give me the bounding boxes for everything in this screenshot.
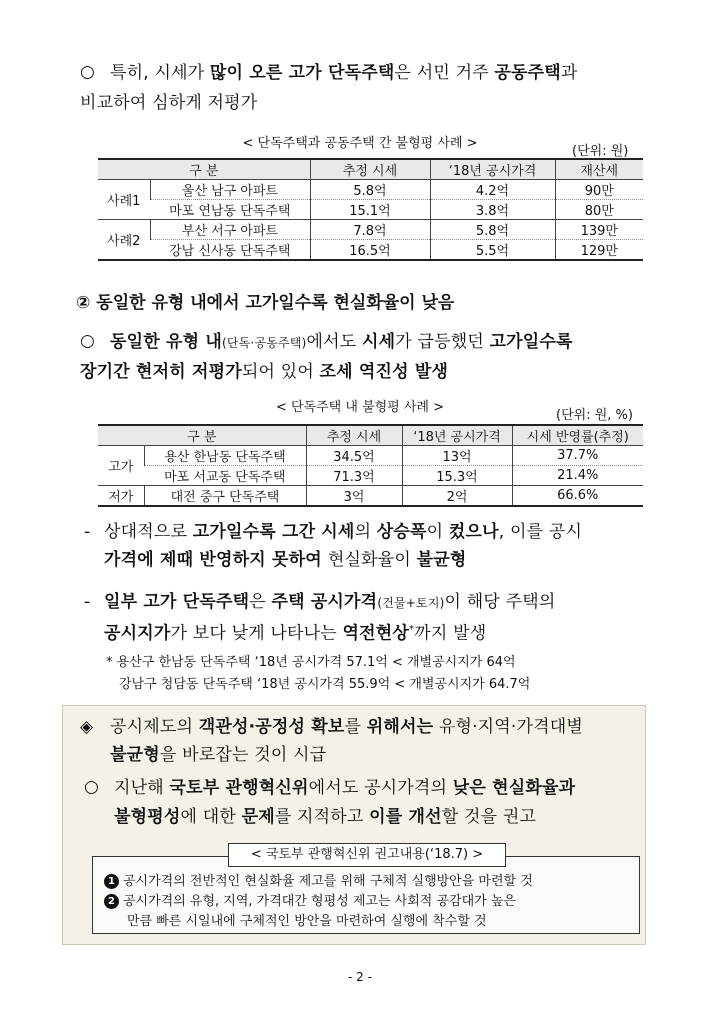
table-cell: 마포 서교동 단독주택: [144, 466, 306, 486]
table2-header-cell: 구 분: [98, 425, 306, 446]
table-cell: 5.8억: [310, 180, 430, 200]
dash2-line2: 공시지가가 보다 낮게 나타나는 역전현상*까지 발생: [104, 623, 487, 644]
table-cell: 129만: [555, 240, 643, 261]
table1-caption: < 단독주택과 공동주택 간 불형평 사례 >: [242, 136, 478, 151]
table-cell: 4.2억: [430, 180, 555, 200]
dash2-line1: 일부 고가 단독주택은 주택 공시가격(건물+토지)이 해당 주택의: [104, 592, 556, 612]
table1: [98, 158, 643, 261]
table2-caption: < 단독주택 내 불형평 사례 >: [275, 400, 445, 415]
table-cell: 15.3억: [402, 466, 512, 486]
table1-group-label: 사례1: [98, 180, 150, 220]
page-number: - 2 -: [348, 970, 372, 984]
table-row: [98, 466, 643, 486]
box-bullet-line2: 불형평성에 대한 문제를 지적하고 이를 개선할 것을 권고: [114, 807, 537, 827]
recommendation-title: < 국토부 관행혁신위 권고내용(‘18.7) >: [228, 843, 506, 867]
table-cell: 5.8억: [430, 220, 555, 240]
table2-header-cell: 추정 시세: [306, 425, 402, 446]
diamond-icon: ◈: [80, 717, 94, 737]
table-cell: 3억: [306, 486, 402, 507]
dash1-line2: 가격에 제때 반영하지 못하여 현실화율이 불균형: [104, 550, 467, 570]
section2-heading: ② 동일한 유형 내에서 고가일수록 현실화율이 낮음: [76, 293, 455, 313]
circle-bullet-icon: ○: [80, 331, 95, 351]
footnote: [106, 652, 530, 696]
table-cell: 80만: [555, 200, 643, 220]
table-cell: 7.8억: [310, 220, 430, 240]
table-cell: 15.1억: [310, 200, 430, 220]
table2-group-label: 저가: [108, 490, 134, 505]
table2-header-cell: 시세 반영률(추정): [512, 425, 643, 446]
table1-unit: (단위: 원): [572, 144, 629, 159]
table1-group-label: 사례2: [98, 220, 150, 261]
circle-bullet-icon: ○: [84, 777, 99, 797]
recommendation-item-2-cont: 만큼 빠른 시일내에 구체적인 방안을 마련하여 실행에 착수할 것: [127, 914, 487, 929]
table-row: [98, 180, 643, 200]
table-row: [98, 486, 643, 507]
number-one-icon: 1: [104, 874, 119, 889]
table-cell: 마포 연남동 단독주택: [150, 200, 310, 220]
table1-header-cell: 구 분: [98, 159, 310, 180]
box-bullet-line1: 지난해 국토부 관행혁신위에서도 공시가격의 낮은 현실화율과: [114, 778, 576, 798]
table-cell: 강남 신사동 단독주택: [169, 244, 291, 259]
table2: [98, 424, 643, 507]
table2-unit: (단위: 원, %): [556, 408, 633, 423]
table2-group-label: 고가: [98, 446, 144, 486]
table-row: [98, 200, 643, 220]
table1-header-cell: 재산세: [555, 159, 643, 180]
table-cell: 대전 중구 단독주택: [144, 486, 306, 507]
recommendation-list: [104, 872, 634, 932]
table-cell: 2억: [402, 486, 512, 507]
table1-header-cell: 추정 시세: [310, 159, 430, 180]
table-row: [98, 446, 643, 466]
section1-line2: 비교하여 심하게 저평가: [80, 93, 258, 113]
section1-line1: 특히, 시세가 많이 오른 고가 단독주택은 서민 거주 공동주택과: [110, 63, 578, 83]
dash-marker: -: [84, 522, 91, 542]
dash1-line1: 상대적으로 고가일수록 그간 시세의 상승폭이 컸으나, 이를 공시: [104, 522, 583, 542]
table-cell: 34.5억: [306, 446, 402, 466]
section3-line2: 장기간 현저히 저평가되어 있어 조세 역진성 발생: [80, 362, 449, 382]
table-cell: 37.7%: [512, 446, 643, 466]
table2-header-row: [98, 425, 643, 446]
table-cell: 90만: [555, 180, 643, 200]
table2-header-cell: ‘18년 공시가격: [402, 425, 512, 446]
section3-line1: 동일한 유형 내(단독·공동주택)에서도 시세가 급등했던 고가일수록: [110, 332, 573, 352]
table-cell: 5.5억: [430, 240, 555, 261]
table-cell: 16.5억: [310, 240, 430, 261]
table-cell: 21.4%: [512, 466, 643, 486]
footnote-line2: 강남구 청담동 단독주택 ‘18년 공시가격 55.9억 < 개별공시지가 64.7억: [119, 677, 531, 692]
box-line2: 불균형을 바로잡는 것이 시급: [110, 745, 327, 765]
table-cell: 139만: [555, 220, 643, 240]
footnote-line1: * 용산구 한남동 단독주택 ‘18년 공시가격 57.1억 < 개별공시지가 64억: [106, 655, 516, 670]
table1-header-row: [98, 159, 643, 180]
circle-bullet-icon: ○: [80, 62, 95, 82]
table-cell: 부산 서구 아파트: [150, 220, 310, 240]
table-cell: 울산 남구 아파트: [150, 180, 310, 200]
number-two-icon: 2: [104, 894, 119, 909]
dash-marker: -: [84, 592, 91, 612]
table-row: [98, 220, 643, 240]
recommendation-item-2: 2 공시가격의 유형, 지역, 가격대간 형평성 제고는 사회적 공감대가 높은: [104, 892, 634, 912]
table-cell: 3.8억: [430, 200, 555, 220]
table-cell: 13억: [402, 446, 512, 466]
table-row: [98, 240, 643, 261]
box-line1: 공시제도의 객관성·공정성 확보를 위해서는 유형·지역·가격대별: [110, 717, 584, 737]
table-cell: 66.6%: [512, 486, 643, 507]
table-cell: 71.3억: [306, 466, 402, 486]
table1-header-cell: ‘18년 공시가격: [430, 159, 555, 180]
table-cell: 용산 한남동 단독주택: [144, 446, 306, 466]
recommendation-item-1: 1 공시가격의 전반적인 현실화율 제고를 위해 구체적 실행방안을 마련할 것: [104, 872, 634, 892]
